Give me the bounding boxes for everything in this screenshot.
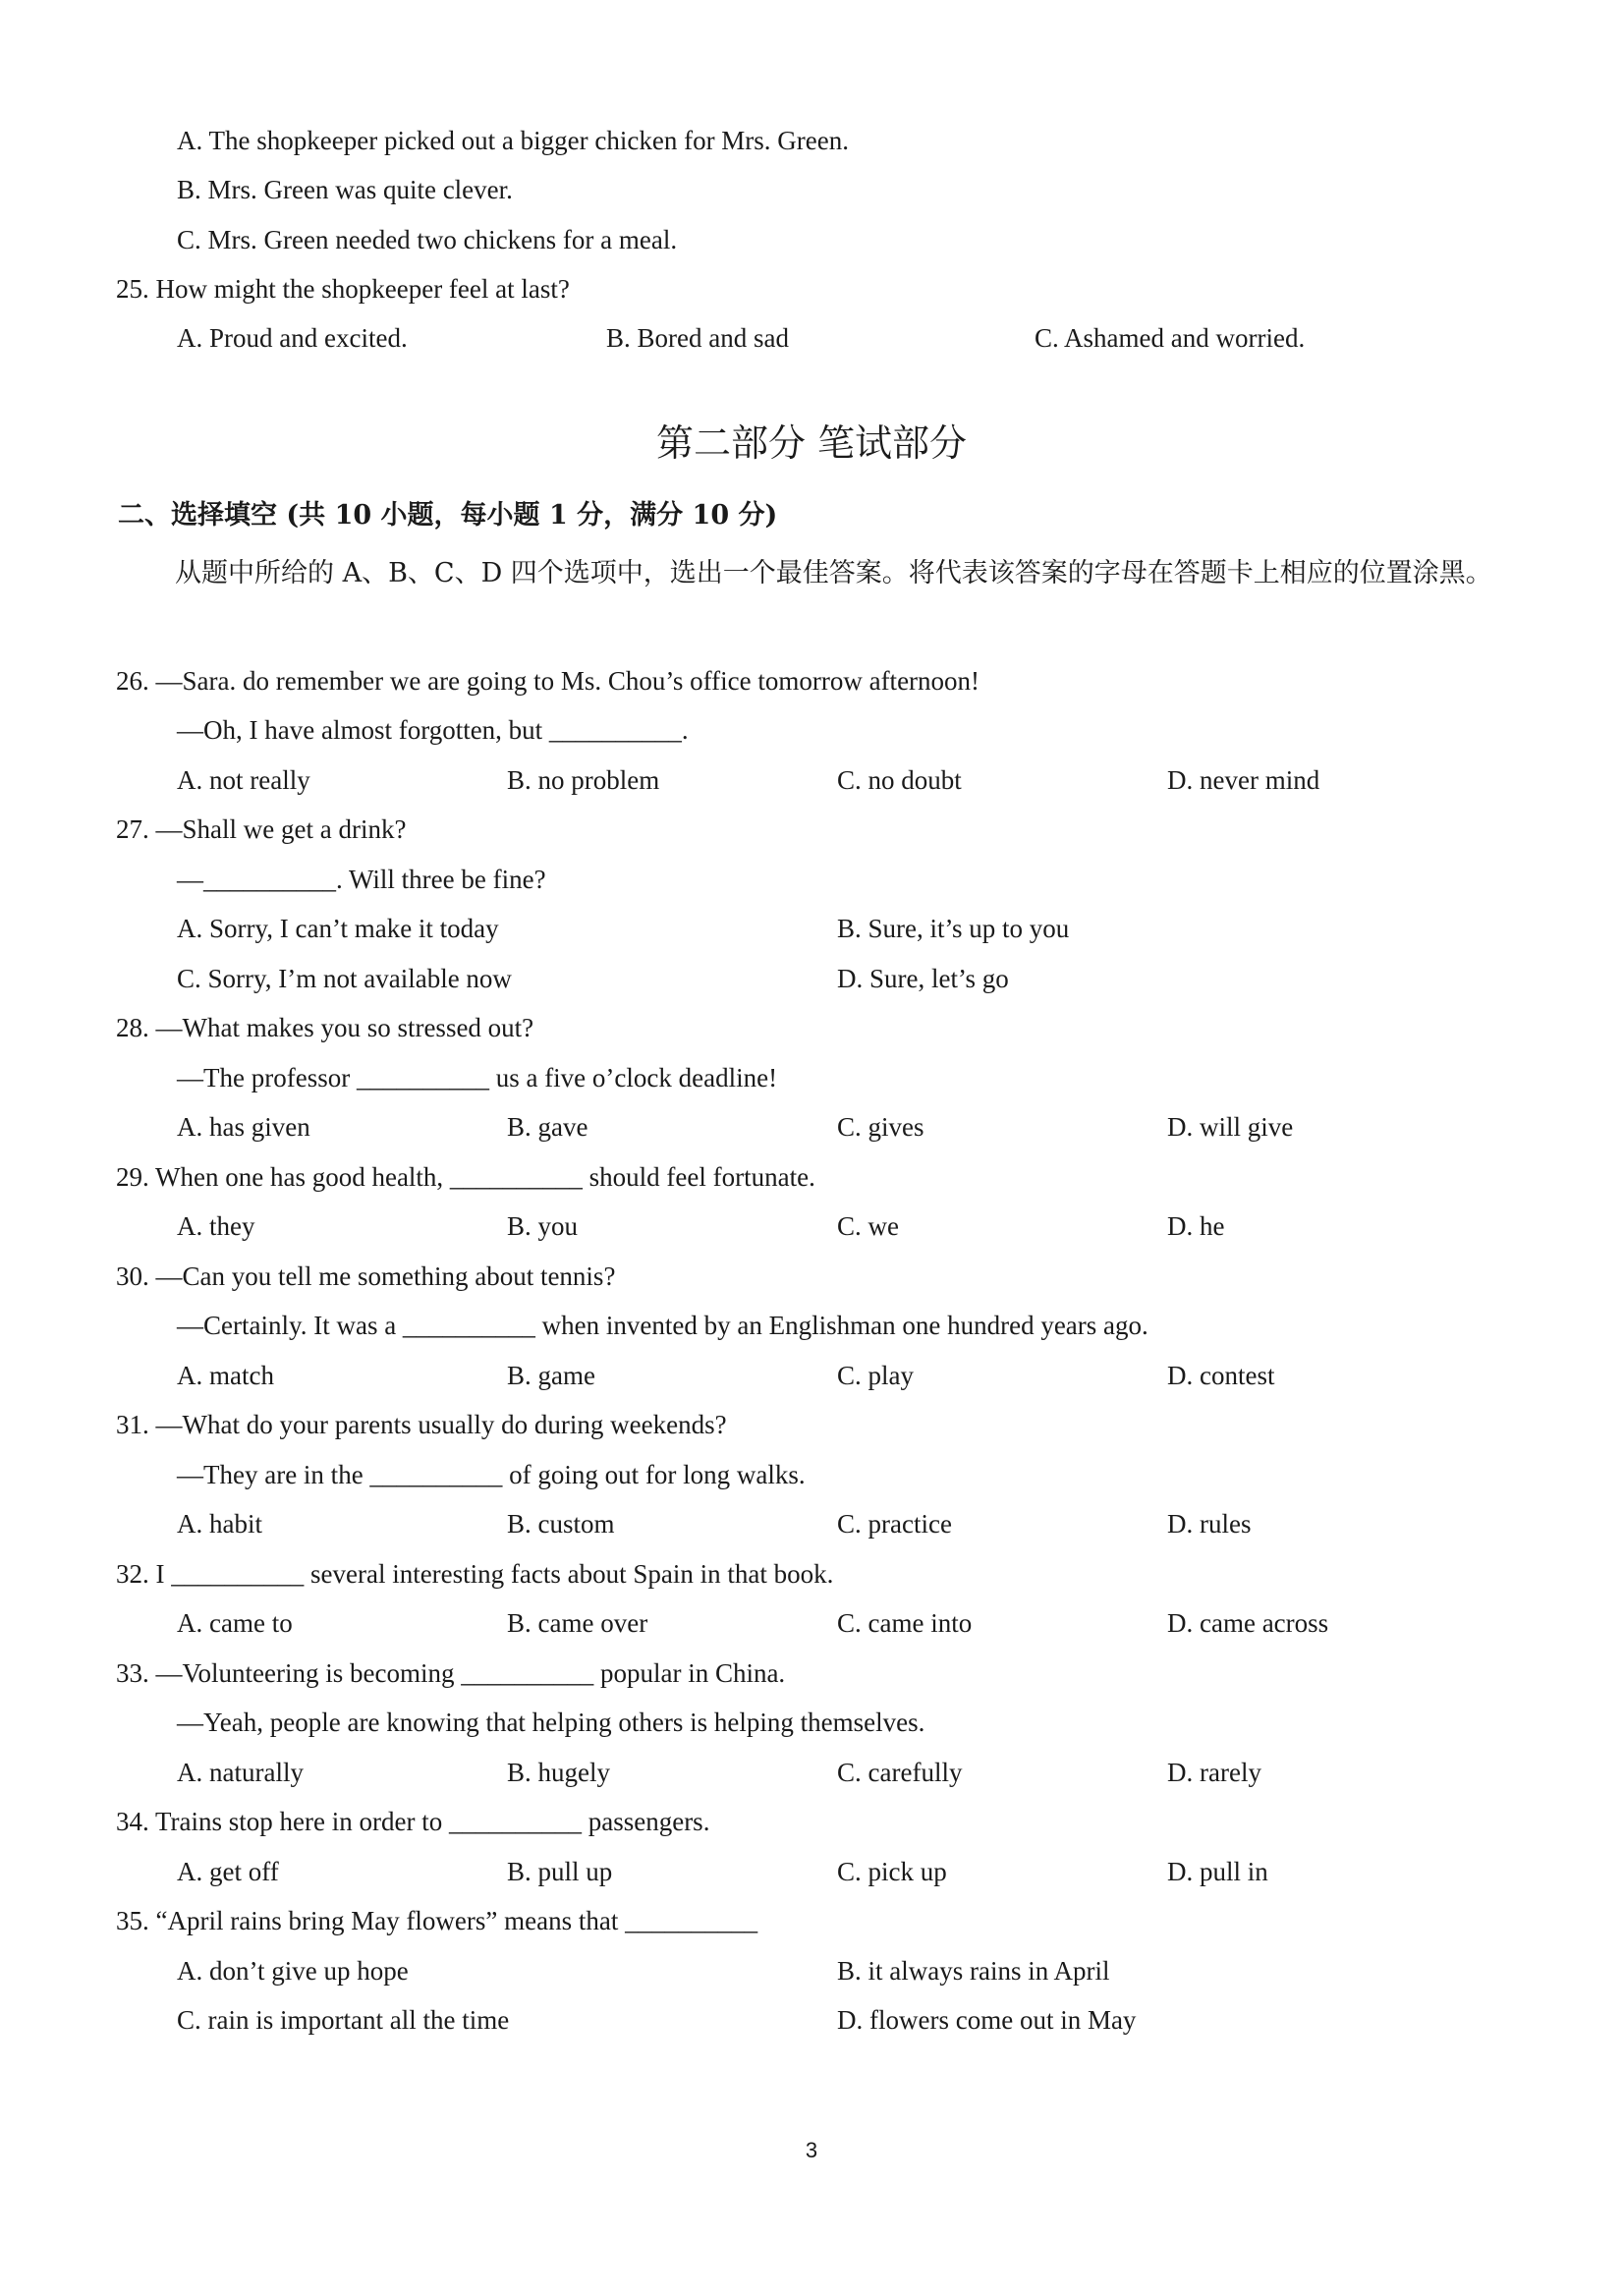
q26-option-d: D. never mind	[1167, 765, 1320, 795]
q32-option-c: C. came into	[837, 1608, 973, 1638]
q27-option-c: C. Sorry, I’m not available now	[177, 964, 512, 993]
q33-stem: 33. —Volunteering is becoming __________ popular in China.	[116, 1658, 786, 1688]
q29-option-a: A. they	[177, 1211, 255, 1241]
q27-stem: 27. —Shall we get a drink?	[116, 814, 407, 844]
q28-option-d: D. will give	[1167, 1112, 1294, 1142]
q31-option-d: D. rules	[1167, 1509, 1252, 1539]
q31-reply: —They are in the __________ of going out for long walks.	[177, 1460, 806, 1489]
q34-stem: 34. Trains stop here in order to __________ passengers.	[116, 1807, 710, 1836]
q25-stem: 25. How might the shopkeeper feel at last?	[116, 274, 570, 304]
q30-option-c: C. play	[837, 1361, 914, 1390]
q28-option-b: B. gave	[507, 1112, 588, 1142]
q31-option-a: A. habit	[177, 1509, 262, 1539]
q26-option-c: C. no doubt	[837, 765, 962, 795]
q29-option-b: B. you	[507, 1211, 579, 1241]
q27-reply: —__________. Will three be fine?	[177, 865, 546, 894]
q30-stem: 30. —Can you tell me something about tennis?	[116, 1261, 616, 1291]
q35-stem: 35. “April rains bring May flowers” means that __________	[116, 1906, 758, 1935]
q26-option-b: B. no problem	[507, 765, 660, 795]
q33-option-d: D. rarely	[1167, 1758, 1261, 1787]
section-instructions: 从题中所给的 A、B、C、D 四个选项中，选出一个最佳答案。将代表该答案的字母在答题卡上相应的位置涂黑。	[175, 558, 1492, 588]
q26-stem: 26. —Sara. do remember we are going to Ms. Chou’s office tomorrow afternoon!	[116, 666, 980, 696]
q35-option-c: C. rain is important all the time	[177, 2005, 510, 2035]
q33-option-b: B. hugely	[507, 1758, 610, 1787]
q28-option-c: C. gives	[837, 1112, 924, 1142]
q30-reply: —Certainly. It was a __________ when invented by an Englishman one hundred years ago.	[177, 1311, 1148, 1340]
prev-option-b: B. Mrs. Green was quite clever.	[177, 175, 513, 204]
q31-option-c: C. practice	[837, 1509, 952, 1539]
page-number: 3	[805, 2138, 818, 2162]
q31-option-b: B. custom	[507, 1509, 615, 1539]
q28-option-a: A. has given	[177, 1112, 310, 1142]
q25-option-c: C. Ashamed and worried.	[1035, 323, 1306, 353]
q34-option-b: B. pull up	[507, 1857, 613, 1886]
q33-option-c: C. carefully	[837, 1758, 963, 1787]
q27-option-d: D. Sure, let’s go	[837, 964, 1009, 993]
q34-option-d: D. pull in	[1167, 1857, 1268, 1886]
q35-option-d: D. flowers come out in May	[837, 2005, 1137, 2035]
q30-option-b: B. game	[507, 1361, 595, 1390]
prev-option-c: C. Mrs. Green needed two chickens for a meal.	[177, 225, 678, 254]
q29-stem: 29. When one has good health, __________ should feel fortunate.	[116, 1162, 815, 1192]
q27-option-b: B. Sure, it’s up to you	[837, 914, 1070, 943]
prev-option-a: A. The shopkeeper picked out a bigger chicken for Mrs. Green.	[177, 126, 850, 155]
q33-reply: —Yeah, people are knowing that helping others is helping themselves.	[177, 1708, 925, 1737]
q26-reply: —Oh, I have almost forgotten, but __________.	[177, 715, 689, 745]
q25-option-a: A. Proud and excited.	[177, 323, 408, 353]
part-title: 第二部分 笔试部分	[655, 421, 968, 465]
q31-stem: 31. —What do your parents usually do during weekends?	[116, 1410, 727, 1439]
q25-option-b: B. Bored and sad	[606, 323, 789, 353]
q32-option-b: B. came over	[507, 1608, 648, 1638]
q28-reply: —The professor __________ us a five o’clock deadline!	[177, 1063, 778, 1092]
q27-option-a: A. Sorry, I can’t make it today	[177, 914, 499, 943]
q32-option-d: D. came across	[1167, 1608, 1329, 1638]
section-heading: 二、选择填空 (共 10 小题，每小题 1 分，满分 10 分)	[118, 500, 778, 531]
q30-option-a: A. match	[177, 1361, 274, 1390]
q32-stem: 32. I __________ several interesting facts about Spain in that book.	[116, 1559, 834, 1589]
q30-option-d: D. contest	[1167, 1361, 1275, 1390]
q34-option-c: C. pick up	[837, 1857, 947, 1886]
q34-option-a: A. get off	[177, 1857, 279, 1886]
q26-option-a: A. not really	[177, 765, 310, 795]
q33-option-a: A. naturally	[177, 1758, 304, 1787]
q29-option-d: D. he	[1167, 1211, 1225, 1241]
q32-option-a: A. came to	[177, 1608, 293, 1638]
q29-option-c: C. we	[837, 1211, 899, 1241]
q35-option-b: B. it always rains in April	[837, 1956, 1110, 1986]
q28-stem: 28. —What makes you so stressed out?	[116, 1013, 534, 1042]
q35-option-a: A. don’t give up hope	[177, 1956, 409, 1986]
